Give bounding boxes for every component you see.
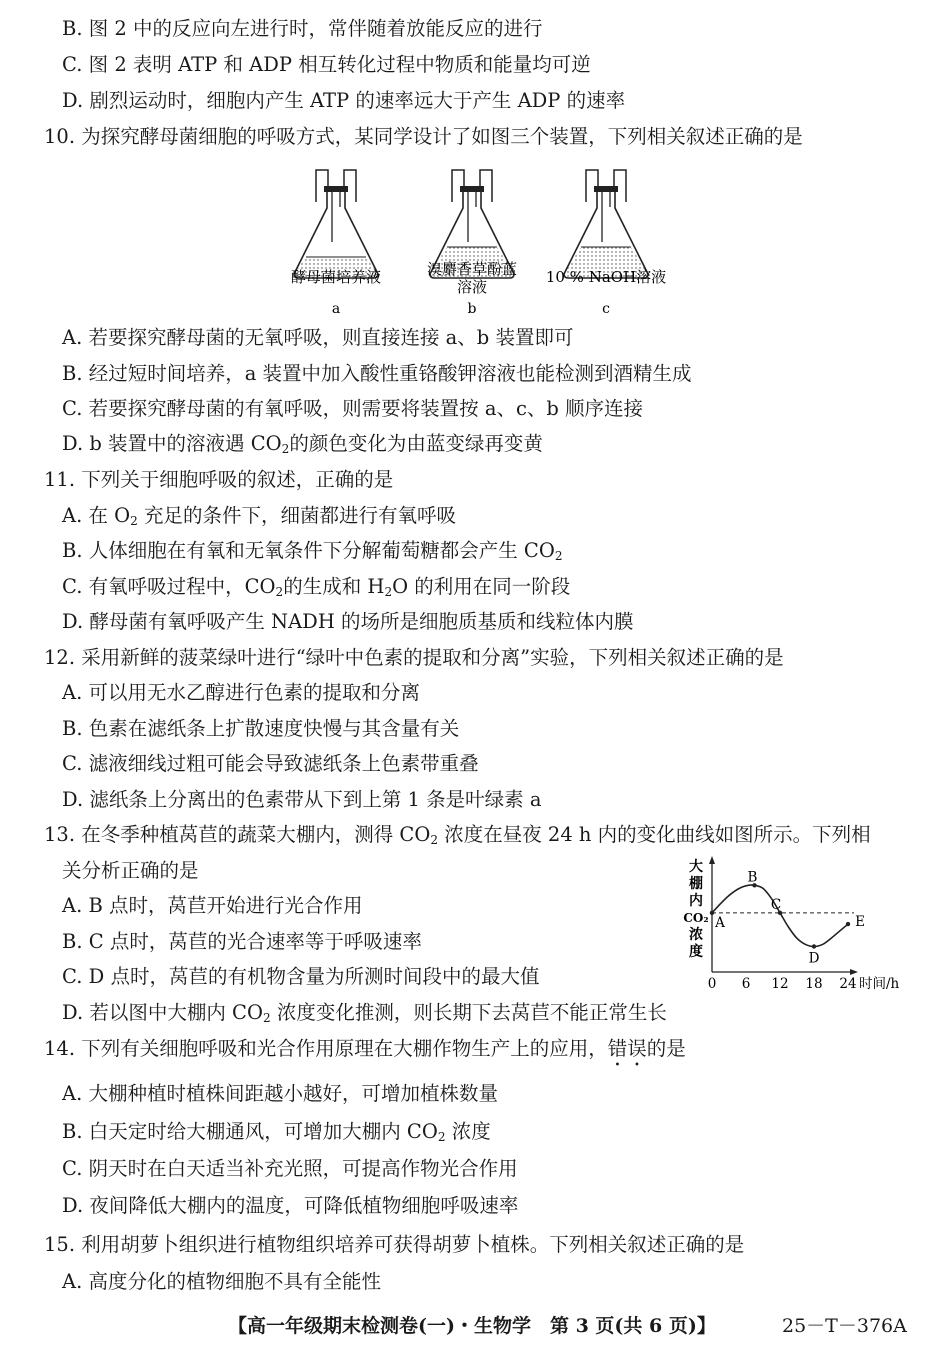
flask-a-letter: a — [331, 301, 341, 317]
q13-stem-line1: 13. 在冬季种植莴苣的蔬菜大棚内，测得 $CO_2$ 浓度在昼夜 24 h 内的变化曲线如图所示。下列相 — [44, 823, 871, 848]
q10-stem: 10. 为探究酵母菌细胞的呼吸方式，某同学设计了如图三个装置，下列相关叙述正确的是 — [44, 125, 803, 148]
q14-stem: 14. 下列有关细胞呼吸和光合作用原理在大棚作物生产上的应用，错误的是 — [44, 1037, 686, 1060]
chart-ylabel-char: 大 — [689, 859, 703, 875]
q12-option-c: C. 滤液细线过粗可能会导致滤纸条上色素带重叠 — [62, 752, 479, 775]
chart-y-arrow — [709, 856, 715, 864]
q10-option-a: A. 若要探究酵母菌的无氧呼吸，则直接连接 a、b 装置即可 — [62, 326, 574, 349]
q10-option-b: B. 经过短时间培养，a 装置中加入酸性重铬酸钾溶液也能检测到酒精生成 — [62, 362, 692, 385]
chart-x-tick-label: 6 — [741, 976, 751, 992]
flask-b-label-2: 溶液 — [456, 278, 488, 296]
flask-c-letter: c — [602, 301, 610, 317]
q11-stem: 11. 下列关于细胞呼吸的叙述，正确的是 — [44, 468, 394, 491]
q14-option-d: D. 夜间降低大棚内的温度，可降低植物细胞呼吸速率 — [62, 1194, 519, 1217]
chart-point-label-a: A — [715, 914, 725, 931]
q14-stem-emphasis: 错误 — [607, 1037, 647, 1060]
q10-option-d: D. b 装置中的溶液遇 $CO_2$的颜色变化为由蓝变绿再变黄 — [62, 432, 543, 457]
q15-stem: 15. 利用胡萝卜组织进行植物组织培养可获得胡萝卜植株。下列相关叙述正确的是 — [44, 1233, 745, 1256]
chart-point-a — [710, 911, 714, 915]
q11-option-b: B. 人体细胞在有氧和无氧条件下分解葡萄糖都会产生 $CO_2$ — [62, 539, 563, 564]
q12-option-a: A. 可以用无水乙醇进行色素的提取和分离 — [62, 681, 420, 704]
q12-option-d: D. 滤纸条上分离出的色素带从下到上第 1 条是叶绿素 a — [62, 788, 542, 811]
chart-x-ticks — [708, 976, 857, 992]
q9-option-b: B. 图 2 中的反应向左进行时，常伴随着放能反应的进行 — [62, 17, 543, 40]
q11-option-a: A. 在 $O_2$ 充足的条件下，细菌都进行有氧呼吸 — [62, 504, 457, 529]
flask-a-icon — [294, 170, 378, 278]
q10-apparatus-figure — [276, 162, 676, 322]
flask-c-label: 10 % NaOH溶液 — [545, 268, 667, 286]
q14-option-a: A. 大棚种植时植株间距越小越好，可增加植株数量 — [62, 1082, 498, 1105]
q15-option-a: A. 高度分化的植物细胞不具有全能性 — [62, 1270, 381, 1293]
chart-ylabel-char: 浓 — [689, 927, 703, 943]
chart-ylabel-char: CO₂ — [683, 911, 709, 925]
q13-option-c: C. D 点时，莴苣的有机物含量为所测时间段中的最大值 — [62, 965, 540, 988]
q11-option-d: D. 酵母菌有氧呼吸产生 NADH 的场所是细胞质基质和线粒体内膜 — [62, 610, 634, 633]
chart-co2-curve — [712, 885, 848, 946]
flask-b-label-1: 溴麝香草酚蓝 — [426, 260, 518, 278]
q11-option-c: C. 有氧呼吸过程中，$CO_2$的生成和 $H_2O$ 的利用在同一阶段 — [62, 575, 571, 600]
q12-option-b: B. 色素在滤纸条上扩散速度快慢与其含量有关 — [62, 717, 460, 740]
q14-option-c: C. 阴天时在白天适当补充光照，可提高作物光合作用 — [62, 1157, 518, 1180]
chart-point-e — [846, 922, 850, 926]
q9-option-d: D. 剧烈运动时，细胞内产生 ATP 的速率远大于产生 ADP 的速率 — [62, 89, 626, 112]
footer-code: 25－T－376A — [782, 1315, 907, 1337]
chart-point-label-e: E — [855, 914, 865, 931]
chart-x-tick-label: 18 — [805, 976, 823, 992]
q13-option-d: D. 若以图中大棚内 $CO_2$ 浓度变化推测，则长期下去莴苣不能正常生长 — [62, 1001, 667, 1026]
chart-point-label-b: B — [747, 869, 758, 886]
chart-ylabel-char: 内 — [689, 893, 703, 909]
chart-x-arrow — [850, 969, 858, 975]
q13-option-b: B. C 点时，莴苣的光合速率等于呼吸速率 — [62, 930, 422, 953]
chart-points — [710, 869, 865, 966]
chart-x-tick-label: 12 — [771, 976, 789, 992]
chart-point-d — [812, 944, 816, 948]
footer-title: 【高一年级期末检测卷(一)・生物学 第 3 页(共 6 页)】 — [228, 1315, 716, 1337]
flask-c-icon — [564, 170, 648, 278]
q13-option-a: A. B 点时，莴苣开始进行光合作用 — [62, 894, 363, 917]
q13-co2-chart — [676, 852, 916, 997]
chart-xlabel: 时间/h — [859, 976, 900, 992]
chart-point-label-c: C — [770, 896, 782, 913]
chart-x-tick-label: 0 — [707, 976, 717, 992]
q12-stem: 12. 采用新鲜的菠菜绿叶进行“绿叶中色素的提取和分离”实验，下列相关叙述正确的是 — [44, 646, 784, 669]
chart-point-label-d: D — [808, 950, 820, 967]
flask-b-letter: b — [467, 301, 477, 317]
q13-stem-line2: 关分析正确的是 — [62, 859, 199, 882]
q14-option-b: B. 白天定时给大棚通风，可增加大棚内 $CO_2$ 浓度 — [62, 1120, 491, 1145]
chart-x-tick-label: 24 — [839, 976, 857, 992]
flask-a-label: 酵母菌培养液 — [290, 268, 382, 286]
q9-option-c: C. 图 2 表明 ATP 和 ADP 相互转化过程中物质和能量均可逆 — [62, 53, 591, 76]
chart-ylabel-char: 度 — [689, 944, 703, 960]
q10-option-c: C. 若要探究酵母菌的有氧呼吸，则需要将装置按 a、c、b 顺序连接 — [62, 397, 644, 420]
chart-ylabel-char: 棚 — [689, 876, 703, 892]
chart-ylabel — [683, 858, 708, 960]
